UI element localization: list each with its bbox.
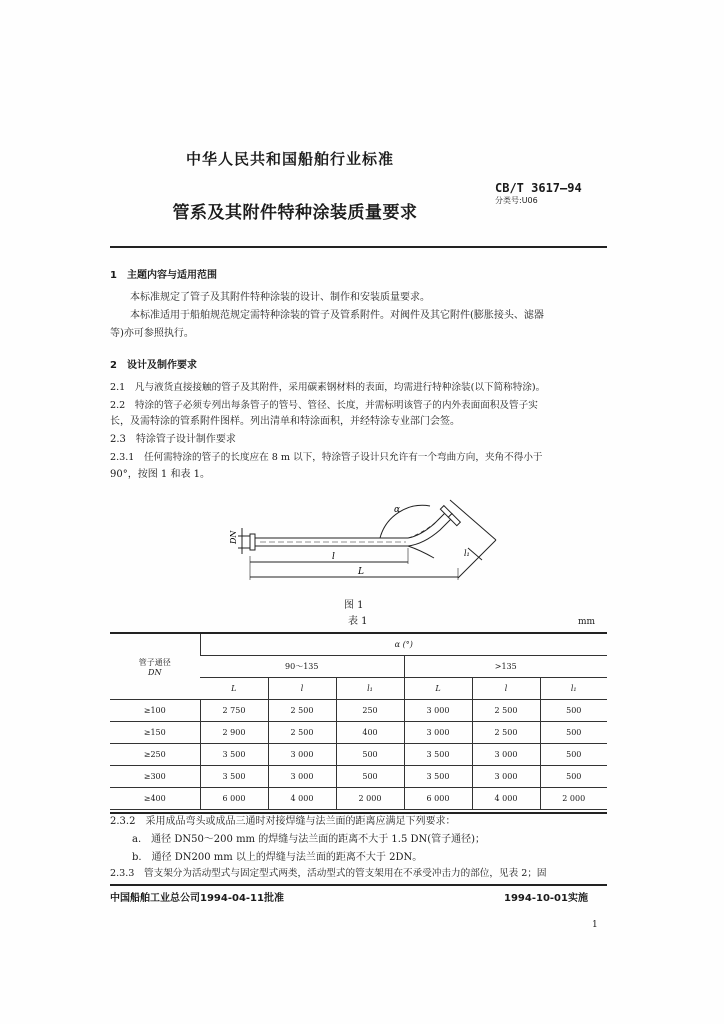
cell: 400 <box>336 722 404 744</box>
table-row <box>110 722 607 744</box>
dn-label: DN <box>229 530 238 544</box>
clause-2-3-1-line-1: 2.3.1 任何需特涂的管子的长度应在 8 m 以下，特涂管子设计只允许有一个弯曲方向，夹角不得小于 <box>110 452 543 463</box>
classification-code: 分类号:U06 <box>495 196 538 205</box>
footer-rule <box>110 884 607 886</box>
table-row <box>110 744 607 766</box>
col-l-2: l <box>472 678 540 700</box>
table-1 <box>110 634 607 810</box>
figure-1-pipe-diagram <box>220 498 510 593</box>
row-dn: ≥400 <box>110 788 200 810</box>
row-dn: ≥300 <box>110 766 200 788</box>
cell: 2 500 <box>268 700 336 722</box>
cell: 2 750 <box>200 700 268 722</box>
clause-2-3: 2.3 特涂管子设计制作要求 <box>110 434 236 445</box>
cell: 2 500 <box>472 700 540 722</box>
cell: 500 <box>540 744 607 766</box>
cell: 2 000 <box>540 788 607 810</box>
approval-line: 中国船舶工业总公司1994-04-11批准 <box>110 893 284 904</box>
alpha-label: α <box>394 505 401 515</box>
cell: 250 <box>336 700 404 722</box>
clause-2-3-2: 2.3.2 采用成品弯头或成品三通时对接焊缝与法兰面的距离应满足下列要求： <box>110 816 456 827</box>
implementation-date: 1994-10-01实施 <box>504 893 588 904</box>
dn-header-line-2: DN <box>148 667 162 677</box>
L-label: L <box>358 567 364 577</box>
row-dn: ≥250 <box>110 744 200 766</box>
cell: 2 900 <box>200 722 268 744</box>
clause-2-3-3: 2.3.3 管支架分为活动型式与固定型式两类，活动型式的管支架用在不承受冲击力的部位，见表 2；固 <box>110 868 547 879</box>
cell: 3 000 <box>268 744 336 766</box>
cell: 500 <box>540 700 607 722</box>
cell: 6 000 <box>404 788 472 810</box>
clause-2-3-2-b: b. 通径 DN200 mm 以上的焊缝与法兰面的距离不大于 2DN。 <box>132 852 423 863</box>
left-flange <box>250 534 255 550</box>
table-row <box>110 700 607 722</box>
page-number: 1 <box>592 920 598 930</box>
bend-flange-2 <box>448 514 460 526</box>
clause-2-3-2-a: a. 通径 DN50～200 mm 的焊缝与法兰面的距离不大于 1.5 DN(管子通径)； <box>132 834 486 845</box>
cell: 3 500 <box>200 766 268 788</box>
cell: 3 000 <box>404 700 472 722</box>
cell: 3 000 <box>268 766 336 788</box>
table-row <box>110 766 607 788</box>
clause-2-3-1-line-2: 90°，按图 1 和表 1。 <box>110 469 210 480</box>
section-1-para-2-line-2: 等)亦可参照执行。 <box>110 328 194 339</box>
dn-header-line-1: 管子通径 <box>138 657 171 667</box>
cell: 3 000 <box>472 766 540 788</box>
figure-caption: 图 1 <box>344 600 364 611</box>
section-1-para-2-line-1: 本标准适用于船舶规范规定需特种涂装的管子及管系附件。对阀件及其它附件(膨胀接头、滤器 <box>130 310 544 321</box>
cell: 3 500 <box>404 744 472 766</box>
standard-number: CB/T 3617—94 <box>495 181 582 195</box>
col-l-1: l <box>268 678 336 700</box>
cell: 500 <box>336 744 404 766</box>
l-label: l <box>332 552 335 562</box>
row-dn: ≥100 <box>110 700 200 722</box>
bend-bottom-edge <box>408 518 452 546</box>
cell: 4 000 <box>268 788 336 810</box>
alpha-arc <box>380 505 430 538</box>
cell: 500 <box>336 766 404 788</box>
table-row <box>110 788 607 810</box>
section-2-heading: 2 设计及制作要求 <box>110 360 197 371</box>
table-unit: mm <box>578 617 596 627</box>
cell: 2 500 <box>268 722 336 744</box>
cell: 4 000 <box>472 788 540 810</box>
range-over-135: >135 <box>404 656 607 678</box>
cell: 500 <box>540 766 607 788</box>
clause-2-2-line-1: 2.2 特涂的管子必须专列出每条管子的管号、管径、长度，并需标明该管子的内外表面面积及管子实 <box>110 400 538 411</box>
clause-2-1: 2.1 凡与液货直接接触的管子及其附件，采用碳素钢材料的表面，均需进行特种涂装(以下简称特涂)。 <box>110 382 546 393</box>
table-caption: 表 1 <box>348 616 368 627</box>
cell: 6 000 <box>200 788 268 810</box>
col-L-1: L <box>200 678 268 700</box>
cell: 3 000 <box>404 722 472 744</box>
standard-title: 中华人民共和国船舶行业标准 <box>185 150 394 168</box>
cell: 500 <box>540 722 607 744</box>
col-l1-1: l₁ <box>336 678 404 700</box>
cell: 2 500 <box>472 722 540 744</box>
cell: 3 500 <box>200 744 268 766</box>
dn-header-cell <box>110 634 200 700</box>
document-title: 管系及其附件特种涂装质量要求 <box>172 203 418 223</box>
clause-2-2-line-2: 长，及需特涂的管系附件图样。列出清单和特涂面积，并经特涂专业部门会签。 <box>110 416 460 427</box>
cell: 3 000 <box>472 744 540 766</box>
cell: 2 000 <box>336 788 404 810</box>
bend-top-edge <box>408 512 446 538</box>
l1-dimension-line <box>458 540 496 578</box>
section-1-para-1: 本标准规定了管子及其附件特种涂装的设计、制作和安装质量要求。 <box>130 292 430 303</box>
row-dn: ≥150 <box>110 722 200 744</box>
section-1-heading: 1 主题内容与适用范围 <box>110 270 217 281</box>
col-l1-2: l₁ <box>540 678 607 700</box>
cell: 3 500 <box>404 766 472 788</box>
l1-label: l₁ <box>464 549 470 558</box>
col-L-2: L <box>404 678 472 700</box>
alpha-header: α (°) <box>200 634 607 656</box>
range-90-135: 90～135 <box>200 656 404 678</box>
header-rule <box>110 246 607 248</box>
